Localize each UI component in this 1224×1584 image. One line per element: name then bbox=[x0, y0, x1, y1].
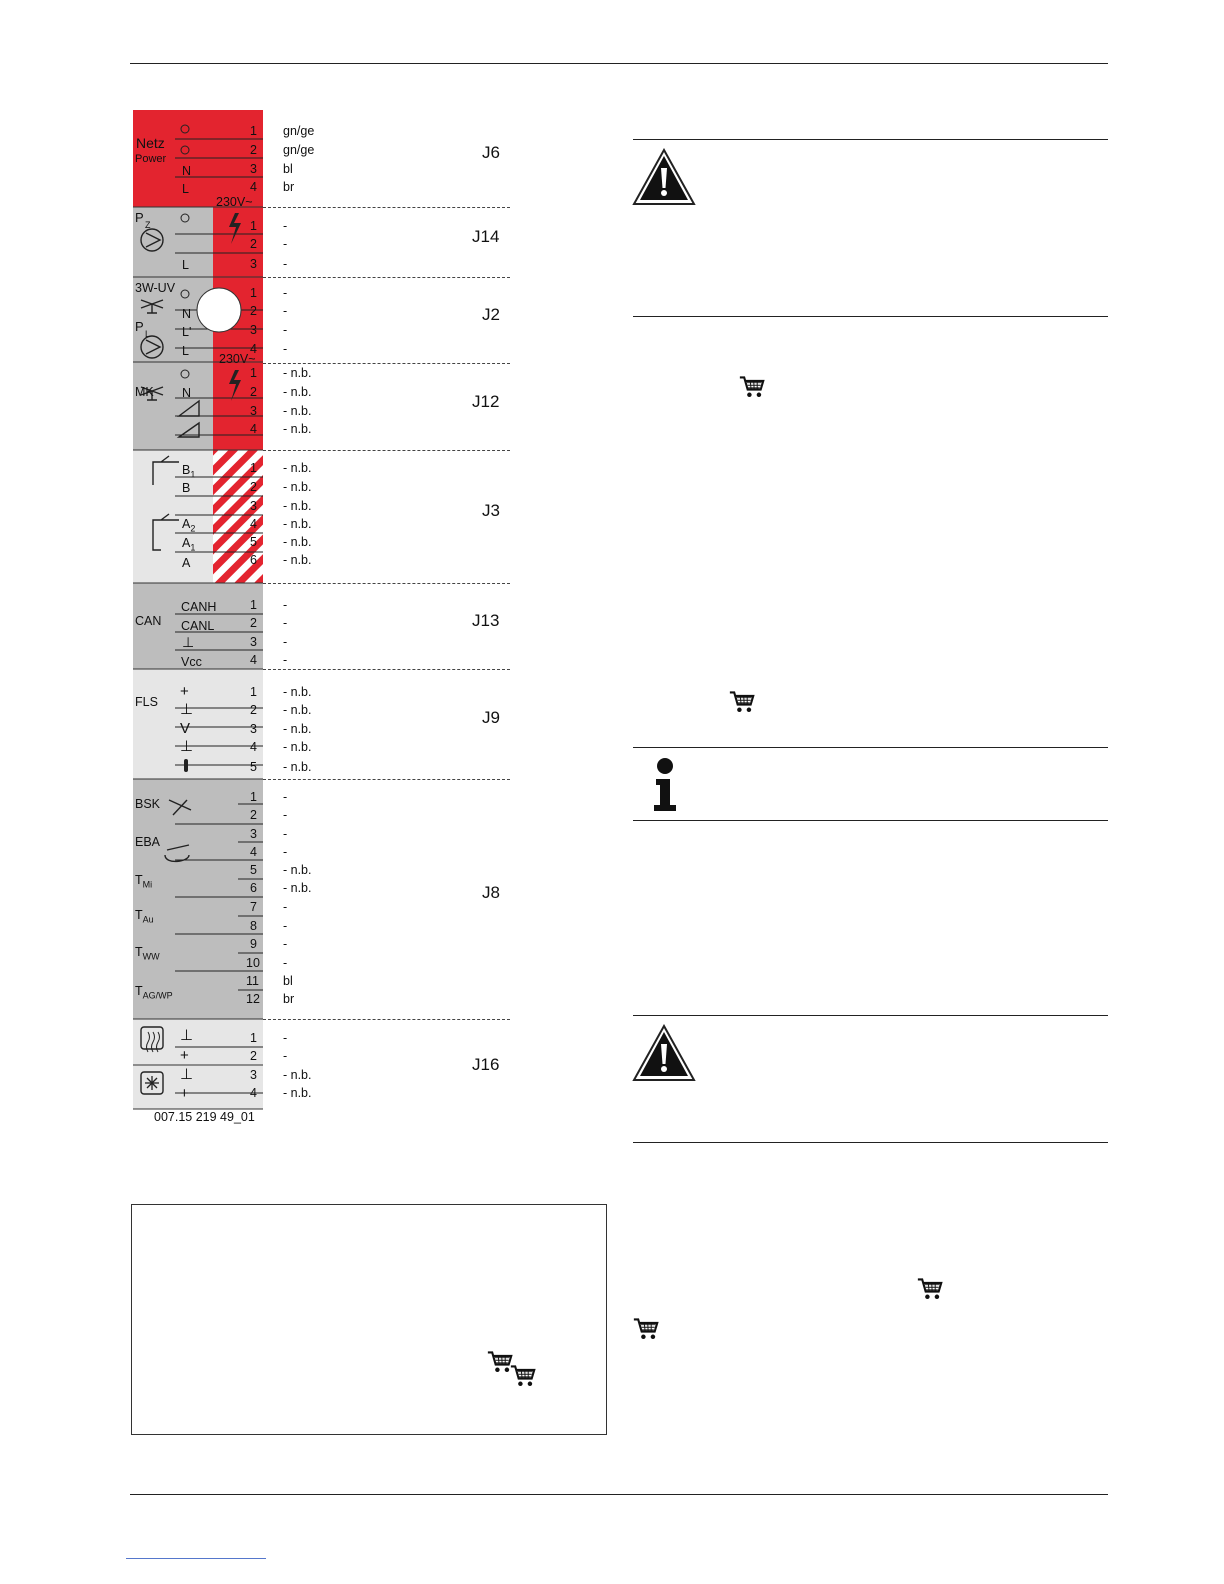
pin-number-j6-1: 1 bbox=[250, 124, 257, 138]
connector-j6: J6 bbox=[482, 143, 500, 162]
wire-label-j9-3: - n.b. bbox=[283, 722, 312, 736]
wire-label-j8-7: - bbox=[283, 900, 288, 914]
separator-j14 bbox=[263, 277, 510, 278]
wire-label-j8-5: - n.b. bbox=[283, 863, 312, 877]
wire-label-j9-1: - n.b. bbox=[283, 685, 312, 699]
wire-label-j3-2: - n.b. bbox=[283, 480, 312, 494]
wire-label-j2-3: - bbox=[283, 323, 288, 337]
pin-number-j6-4: 4 bbox=[250, 180, 257, 194]
wire-label-j8-12: br bbox=[283, 992, 295, 1006]
j3-a-label: A bbox=[182, 556, 191, 570]
j6-pin-label-l: L bbox=[182, 182, 189, 196]
wire-label-j12-1: - n.b. bbox=[283, 366, 312, 380]
wire-label-j14-2: - bbox=[283, 237, 288, 251]
j9-thermometer-icon bbox=[184, 759, 188, 772]
info-box bbox=[131, 1204, 607, 1435]
pin-number-j9-1: 1 bbox=[250, 685, 257, 699]
wire-label-j13-3: - bbox=[283, 635, 288, 649]
j13-canh-label: CANH bbox=[181, 600, 217, 614]
wire-label-j6-1: gn/ge bbox=[283, 124, 315, 138]
wire-label-j16-1: - bbox=[283, 1031, 288, 1045]
j14-pump-sub: Z bbox=[145, 220, 151, 230]
j3-a1-label: $A_1$ bbox=[182, 536, 196, 553]
wire-label-j13-1: - bbox=[283, 598, 288, 612]
pin-number-j8-4: 4 bbox=[250, 845, 257, 859]
separator-j13 bbox=[263, 669, 510, 670]
wire-label-j3-1: - n.b. bbox=[283, 461, 312, 475]
wire-label-j9-4: - n.b. bbox=[283, 740, 312, 754]
j3-b-label: B bbox=[182, 481, 191, 495]
pin-number-j13-3: 3 bbox=[250, 635, 257, 649]
pin-number-j3-2: 2 bbox=[250, 480, 257, 494]
wire-label-j8-4: - bbox=[283, 845, 288, 859]
j14-pin-label-l: L bbox=[182, 258, 189, 272]
pin-number-j8-3: 3 bbox=[250, 827, 257, 841]
pin-number-j8-6: 6 bbox=[250, 881, 257, 895]
wire-label-j3-4: - n.b. bbox=[283, 517, 312, 531]
wire-label-j12-3: - n.b. bbox=[283, 404, 312, 418]
pin-number-j8-8: 8 bbox=[250, 919, 257, 933]
connector-j9: J9 bbox=[482, 708, 500, 727]
netz-label: Netz bbox=[136, 135, 165, 151]
wire-label-j13-2: - bbox=[283, 616, 288, 630]
separator-j8 bbox=[263, 1019, 510, 1020]
pin-number-j3-4: 4 bbox=[250, 517, 257, 531]
pin-number-j13-4: 4 bbox=[250, 653, 257, 667]
separator-j9 bbox=[263, 779, 510, 780]
j8-tau-label: $T_{Au}$ bbox=[135, 908, 154, 925]
wire-label-j16-2: - bbox=[283, 1049, 288, 1063]
shopping-cart-icon[interactable] bbox=[632, 1316, 664, 1346]
pin-number-j14-2: 2 bbox=[250, 237, 257, 251]
j6-pin-label-n: N bbox=[182, 164, 192, 178]
shopping-cart-icon[interactable] bbox=[738, 374, 770, 404]
wire-label-j9-5: - n.b. bbox=[283, 760, 312, 774]
j13-vcc-label: Vcc bbox=[181, 655, 202, 669]
j2-pin-label-lprime: L' bbox=[182, 325, 192, 339]
wire-label-j6-4: br bbox=[283, 180, 295, 194]
wire-label-j3-5: - n.b. bbox=[283, 535, 312, 549]
connector-j3: J3 bbox=[482, 501, 500, 520]
wire-label-j12-2: - n.b. bbox=[283, 385, 312, 399]
info-note-top-rule bbox=[633, 747, 1108, 748]
wiring-diagram bbox=[133, 110, 263, 1124]
j16-gnd2-label: ⊥ bbox=[180, 1066, 194, 1083]
wire-label-j6-3: bl bbox=[283, 162, 293, 176]
pin-number-j13-2: 2 bbox=[250, 616, 257, 630]
shopping-cart-icon[interactable] bbox=[728, 689, 760, 719]
warning-triangle-icon bbox=[632, 1024, 696, 1082]
pin-number-j9-4: 4 bbox=[250, 740, 257, 754]
wire-label-j2-1: - bbox=[283, 286, 288, 300]
wire-label-j9-2: - n.b. bbox=[283, 703, 312, 717]
wire-label-j2-2: - bbox=[283, 304, 288, 318]
pin-number-j9-5: 5 bbox=[250, 760, 257, 774]
j8-bsk-label: BSK bbox=[135, 797, 161, 811]
wire-label-j14-3: - bbox=[283, 257, 288, 271]
wire-label-j6-2: gn/ge bbox=[283, 143, 315, 157]
separator-j12 bbox=[263, 450, 510, 451]
j16-gnd1-label: ⊥ bbox=[180, 1027, 194, 1044]
connector-j13: J13 bbox=[472, 611, 500, 630]
pin-number-j8-1: 1 bbox=[250, 790, 257, 804]
j16-plus1-label: + bbox=[180, 1047, 189, 1064]
pin-number-j8-12: 12 bbox=[246, 992, 260, 1006]
j8-tww-label: $T_{WW}$ bbox=[135, 945, 160, 962]
pin-number-j8-2: 2 bbox=[250, 808, 257, 822]
wire-label-j2-4: - bbox=[283, 342, 288, 356]
warning-2-bottom-rule bbox=[633, 1142, 1108, 1143]
pin-number-j3-5: 5 bbox=[250, 535, 257, 549]
connector-j8: J8 bbox=[482, 883, 500, 902]
j8-tmi-label: $T_{Mi}$ bbox=[135, 873, 153, 890]
wire-label-j14-1: - bbox=[283, 219, 288, 233]
j9-fls-label: FLS bbox=[135, 695, 158, 709]
separator-j2 bbox=[263, 363, 510, 364]
power-label: Power bbox=[135, 153, 167, 165]
info-icon bbox=[648, 757, 682, 813]
j13-canl-label: CANL bbox=[181, 619, 215, 633]
j14-pump-label: P bbox=[135, 210, 144, 225]
separator-j6 bbox=[263, 207, 510, 208]
wire-label-j8-11: bl bbox=[283, 974, 293, 988]
footer-link-underline bbox=[126, 1558, 266, 1559]
connector-j14: J14 bbox=[472, 227, 500, 246]
j9-gnd-label: ⊥ bbox=[180, 701, 194, 718]
pin-number-j16-2: 2 bbox=[250, 1049, 257, 1063]
warning-1-bottom-rule bbox=[633, 316, 1108, 317]
wire-label-j3-6: - n.b. bbox=[283, 553, 312, 567]
pin-number-j3-6: 6 bbox=[250, 553, 257, 567]
wire-label-j8-8: - bbox=[283, 919, 288, 933]
j8-tagwp-label: $T_{AG/WP}$ bbox=[135, 984, 173, 1001]
j2-pump-sub: L bbox=[145, 329, 151, 339]
connector-j12: J12 bbox=[472, 392, 500, 411]
wire-label-j16-4: - n.b. bbox=[283, 1086, 312, 1100]
pin-number-j9-3: 3 bbox=[250, 722, 257, 736]
diagram-code: 007.15 219 49_01 bbox=[154, 1110, 255, 1124]
pin-number-j12-4: 4 bbox=[250, 422, 257, 436]
pin-number-j12-2: 2 bbox=[250, 385, 257, 399]
j9-v-label: V bbox=[180, 720, 191, 737]
wire-label-j3-3: - n.b. bbox=[283, 499, 312, 513]
connector-j16: J16 bbox=[472, 1055, 500, 1074]
connector-j2: J2 bbox=[482, 305, 500, 324]
pin-number-j8-10: 10 bbox=[246, 956, 260, 970]
pin-number-j3-1: 1 bbox=[250, 461, 257, 475]
wire-label-j13-4: - bbox=[283, 653, 288, 667]
wire-label-j8-9: - bbox=[283, 937, 288, 951]
j3-b1-label: $B_1$ bbox=[182, 463, 196, 480]
pin-number-j9-2: 2 bbox=[250, 703, 257, 717]
j8-eba-label: EBA bbox=[135, 835, 161, 849]
pin-number-j6-2: 2 bbox=[250, 143, 257, 157]
pin-number-j6-3: 3 bbox=[250, 162, 257, 176]
wire-label-j16-3: - n.b. bbox=[283, 1068, 312, 1082]
shopping-cart-icon[interactable] bbox=[509, 1363, 541, 1393]
footer-rule bbox=[130, 1494, 1108, 1495]
pin-number-j8-11: 11 bbox=[246, 974, 259, 988]
pin-number-j2-1: 1 bbox=[250, 286, 257, 300]
pin-number-j8-5: 5 bbox=[250, 863, 257, 877]
j9-plus-label: + bbox=[180, 683, 189, 700]
j13-can-label: CAN bbox=[135, 614, 162, 628]
pin-number-j16-4: 4 bbox=[250, 1086, 257, 1100]
j2-pin-label-l: L bbox=[182, 344, 189, 358]
warning-2-top-rule bbox=[633, 1015, 1108, 1016]
j3-a2-label: $A_2$ bbox=[182, 517, 196, 534]
wire-label-j12-4: - n.b. bbox=[283, 422, 312, 436]
pin-number-j16-3: 3 bbox=[250, 1068, 257, 1082]
wire-label-j8-3: - bbox=[283, 827, 288, 841]
wire-label-j8-6: - n.b. bbox=[283, 881, 312, 895]
pin-number-j2-3: 3 bbox=[250, 323, 257, 337]
header-rule bbox=[130, 63, 1108, 64]
warning-1-top-rule bbox=[633, 139, 1108, 140]
pin-number-j12-1: 1 bbox=[250, 366, 257, 380]
voltage-label-1: 230V~ bbox=[216, 195, 253, 209]
pin-number-j8-9: 9 bbox=[250, 937, 257, 951]
wire-label-j8-1: - bbox=[283, 790, 288, 804]
pin-number-j3-3: 3 bbox=[250, 499, 257, 513]
wire-label-j8-2: - bbox=[283, 808, 288, 822]
pin-number-j16-1: 1 bbox=[250, 1031, 257, 1045]
j2-pin-label-n: N bbox=[182, 307, 192, 321]
wire-labels bbox=[283, 0, 523, 1130]
j13-gnd-label: ⊥ bbox=[182, 634, 195, 650]
info-note-bottom-rule bbox=[633, 820, 1108, 821]
j2-pump-label: P bbox=[135, 319, 144, 334]
pin-number-j2-2: 2 bbox=[250, 304, 257, 318]
pin-number-j12-3: 3 bbox=[250, 404, 257, 418]
j16-plus2-label: + bbox=[180, 1085, 189, 1102]
pin-number-j14-3: 3 bbox=[250, 257, 257, 271]
wire-label-j8-10: - bbox=[283, 956, 288, 970]
warning-triangle-icon bbox=[632, 148, 696, 206]
pin-number-j8-7: 7 bbox=[250, 900, 257, 914]
shopping-cart-icon[interactable] bbox=[916, 1276, 948, 1306]
j9-gnd2-label: ⊥ bbox=[180, 738, 194, 755]
pin-number-j14-1: 1 bbox=[250, 219, 257, 233]
pin-number-j2-4: 4 bbox=[250, 342, 257, 356]
j12-mk-label: MK bbox=[135, 385, 154, 399]
j12-pin-label-n: N bbox=[182, 386, 192, 400]
voltage-label-2: 230V~ bbox=[219, 352, 256, 366]
j2-3wuv-label: 3W-UV bbox=[135, 281, 176, 295]
separator-j3 bbox=[263, 583, 510, 584]
pin-number-j13-1: 1 bbox=[250, 598, 257, 612]
